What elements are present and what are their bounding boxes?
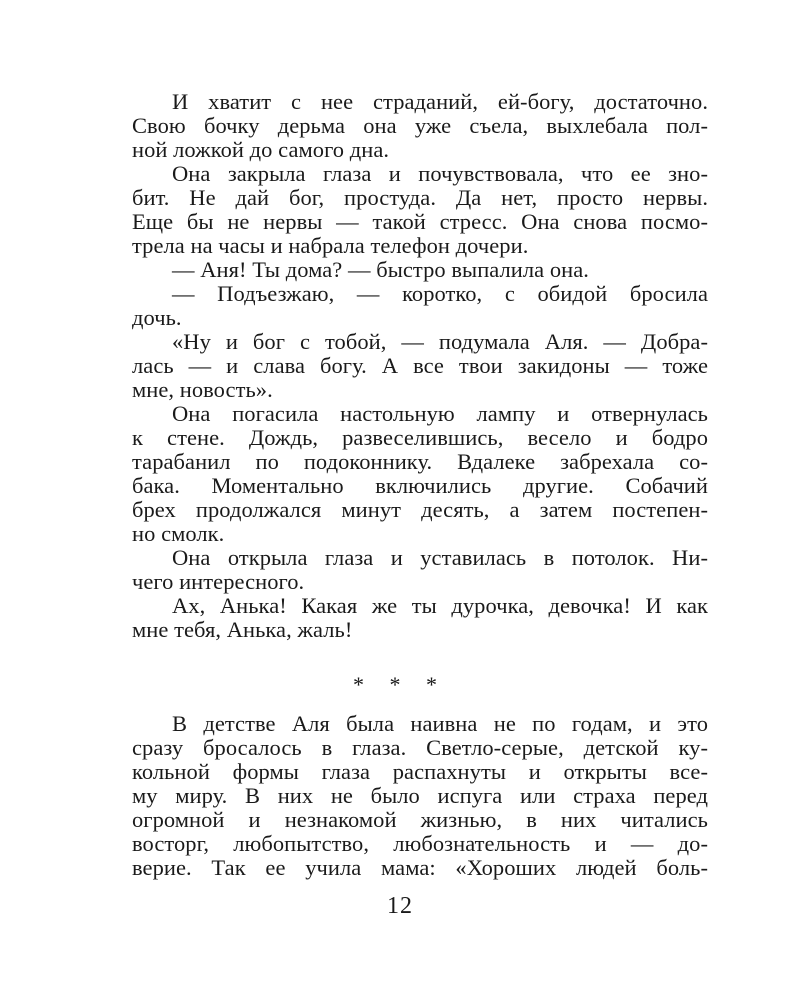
paragraph: [132, 330, 708, 402]
text-line: бит. Не дай бог, простуда. Да нет, просто нервы.: [132, 185, 708, 210]
text-line: ной ложкой до самого дна.: [132, 137, 390, 162]
paragraph: [132, 258, 708, 282]
text-line: восторг, любопытство, любознательность и — до-: [132, 831, 708, 856]
paragraph: [132, 594, 708, 642]
text-line: Она открыла глаза и уставилась в потолок. Ни-: [172, 545, 708, 570]
text-line: мне, новость».: [132, 377, 273, 402]
text-line: тарабанил по подоконнику. Вдалеке забрехала со-: [132, 449, 708, 474]
text-line: огромной и незнакомой жизнью, в них читались: [132, 807, 708, 832]
text-line: Она закрыла глаза и почувствовала, что ее зно-: [172, 161, 708, 186]
text-line: му миру. В них не было испуга или страха перед: [132, 783, 708, 808]
text-line: Она погасила настольную лампу и отвернулась: [172, 401, 708, 426]
text-line: мне тебя, Анька, жаль!: [132, 617, 353, 642]
paragraph: [132, 90, 708, 162]
text-line: Ах, Анька! Какая же ты дурочка, девочка! И как: [172, 593, 708, 618]
text-line: — Подъезжаю, — коротко, с обидой бросила: [172, 281, 708, 306]
text-line: к стене. Дождь, развеселившись, весело и бодро: [132, 425, 708, 450]
text-line: «Ну и бог с тобой, — подумала Аля. — Добра-: [172, 329, 708, 354]
text-line: лась — и слава богу. А все твои закидоны — тоже: [132, 353, 708, 378]
text-line: чего интересного.: [132, 569, 305, 594]
paragraph: [132, 546, 708, 594]
text-line: сразу бросалось в глаза. Светло-серые, детской ку-: [132, 735, 708, 760]
text-line: но смолк.: [132, 521, 225, 546]
text-block-bottom: [132, 712, 708, 880]
paragraph: [132, 282, 708, 330]
text-line: Свою бочку дерьма она уже съела, выхлебала пол-: [132, 113, 708, 138]
section-separator: * * *: [353, 672, 447, 697]
paragraph: [132, 712, 708, 880]
text-block-top: [132, 90, 708, 642]
page-number: 12: [387, 893, 413, 919]
text-line: дочь.: [132, 305, 182, 330]
text-line: — Аня! Ты дома? — быстро выпалила она.: [172, 257, 589, 282]
text-line: брех продолжался минут десять, а затем постепен-: [132, 497, 708, 522]
text-line: бака. Моментально включились другие. Собачий: [132, 473, 708, 498]
text-line: Еще бы не нервы — такой стресс. Она снова посмо-: [132, 209, 708, 234]
text-line: кольной формы глаза распахнуты и открыты все-: [132, 759, 708, 784]
text-line: В детстве Аля была наивна не по годам, и это: [172, 711, 708, 736]
text-line: И хватит с нее страданий, ей-богу, достаточно.: [172, 89, 708, 114]
paragraph: [132, 402, 708, 546]
text-line: верие. Так ее учила мама: «Хороших людей боль-: [132, 855, 708, 880]
text-line: трела на часы и набрала телефон дочери.: [132, 233, 529, 258]
paragraph: [132, 162, 708, 258]
